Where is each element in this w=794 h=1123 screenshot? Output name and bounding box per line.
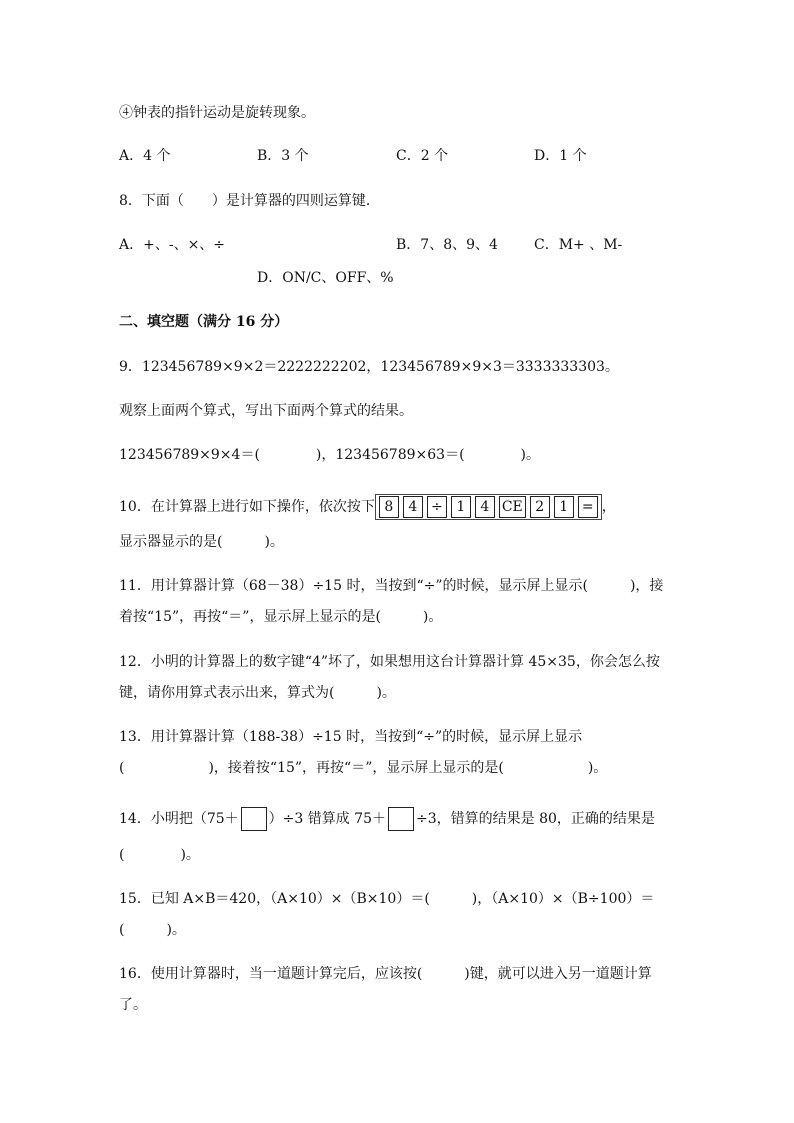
answer-box bbox=[241, 807, 267, 831]
q11-line1: 11．用计算器计算（68－38）÷15 时，当按到“÷”的时候，显示屏上显示( )，接 bbox=[119, 578, 664, 594]
q12-line2: 键，请你用算式表示出来，算式为( )。 bbox=[119, 685, 396, 701]
q7-item4: ④钟表的指针运动是旋转现象。 bbox=[119, 105, 315, 121]
q14-part1: 14．小明把（75＋ bbox=[119, 811, 239, 827]
q16-line2: 了。 bbox=[119, 997, 147, 1013]
key-divide: ÷ bbox=[427, 496, 447, 518]
key-1b: 1 bbox=[554, 496, 574, 518]
key-4: 4 bbox=[403, 496, 423, 518]
key-8: 8 bbox=[379, 496, 399, 518]
q10-line1 bbox=[119, 494, 616, 520]
key-ce: CE bbox=[499, 496, 526, 518]
q13-line2: ( )，接着按“15”，再按“＝”，显示屏上显示的是( )。 bbox=[119, 760, 608, 776]
q11-line2: 着按“15”，再按“＝”，显示屏上显示的是( )。 bbox=[119, 609, 443, 625]
q14-part2: ）÷3 错算成 75＋ bbox=[268, 811, 386, 827]
answer-box bbox=[388, 807, 414, 831]
q8-stem: 8．下面（ ）是计算器的四则运算键． bbox=[119, 193, 380, 209]
key-equals: = bbox=[578, 496, 598, 518]
key-4b: 4 bbox=[475, 496, 495, 518]
q8-option-a: A．+、-、×、÷ bbox=[119, 237, 226, 253]
q9-line1: 9．123456789×9×2＝2222222202，123456789×9×3＝3333333303。 bbox=[119, 359, 619, 375]
q7-option-a: A．4 个 bbox=[119, 148, 171, 164]
q10-tail: ， bbox=[601, 499, 616, 515]
q8-option-b: B．7、8、9、4 bbox=[396, 237, 498, 253]
section-title-fill-in: 二、填空题（满分 16 分） bbox=[119, 314, 289, 330]
q8-option-c: C．M+ 、M- bbox=[534, 237, 623, 253]
q15-line2: ( )。 bbox=[119, 922, 186, 938]
q9-line3: 123456789×9×4＝( )，123456789×63＝( )。 bbox=[119, 447, 540, 463]
q10-line2: 显示器显示的是( )。 bbox=[119, 534, 284, 550]
q14-line2: ( )。 bbox=[119, 847, 200, 863]
q7-option-d: D．1 个 bbox=[534, 148, 587, 164]
q14-line1 bbox=[119, 807, 655, 831]
q13-line1: 13．用计算器计算（188-38）÷15 时，当按到“÷”的时候，显示屏上显示 bbox=[119, 729, 583, 745]
key-1: 1 bbox=[451, 496, 471, 518]
q15-line1: 15．已知 A×B＝420，（A×10）×（B×10）＝( )，（A×10）×（B÷100）＝ bbox=[119, 891, 655, 907]
q16-line1: 16．使用计算器时，当一道题计算完后，应该按( )键，就可以进入另一道题计算 bbox=[119, 966, 652, 982]
q14-part3: ÷3，错算的结果是 80，正确的结果是 bbox=[416, 811, 655, 827]
q12-line1: 12．小明的计算器上的数字键“4”坏了，如果想用这台计算器计算 45×35，你会怎么按 bbox=[119, 654, 660, 670]
key-2: 2 bbox=[530, 496, 550, 518]
calculator-key-sequence bbox=[375, 494, 602, 520]
q7-option-b: B．3 个 bbox=[257, 148, 309, 164]
q8-option-d: D．ON/C、OFF、% bbox=[257, 270, 394, 286]
q10-stem: 10．在计算器上进行如下操作，依次按下 bbox=[119, 499, 375, 515]
q9-line2: 观察上面两个算式，写出下面两个算式的结果。 bbox=[119, 403, 413, 419]
q7-option-c: C．2 个 bbox=[396, 148, 449, 164]
